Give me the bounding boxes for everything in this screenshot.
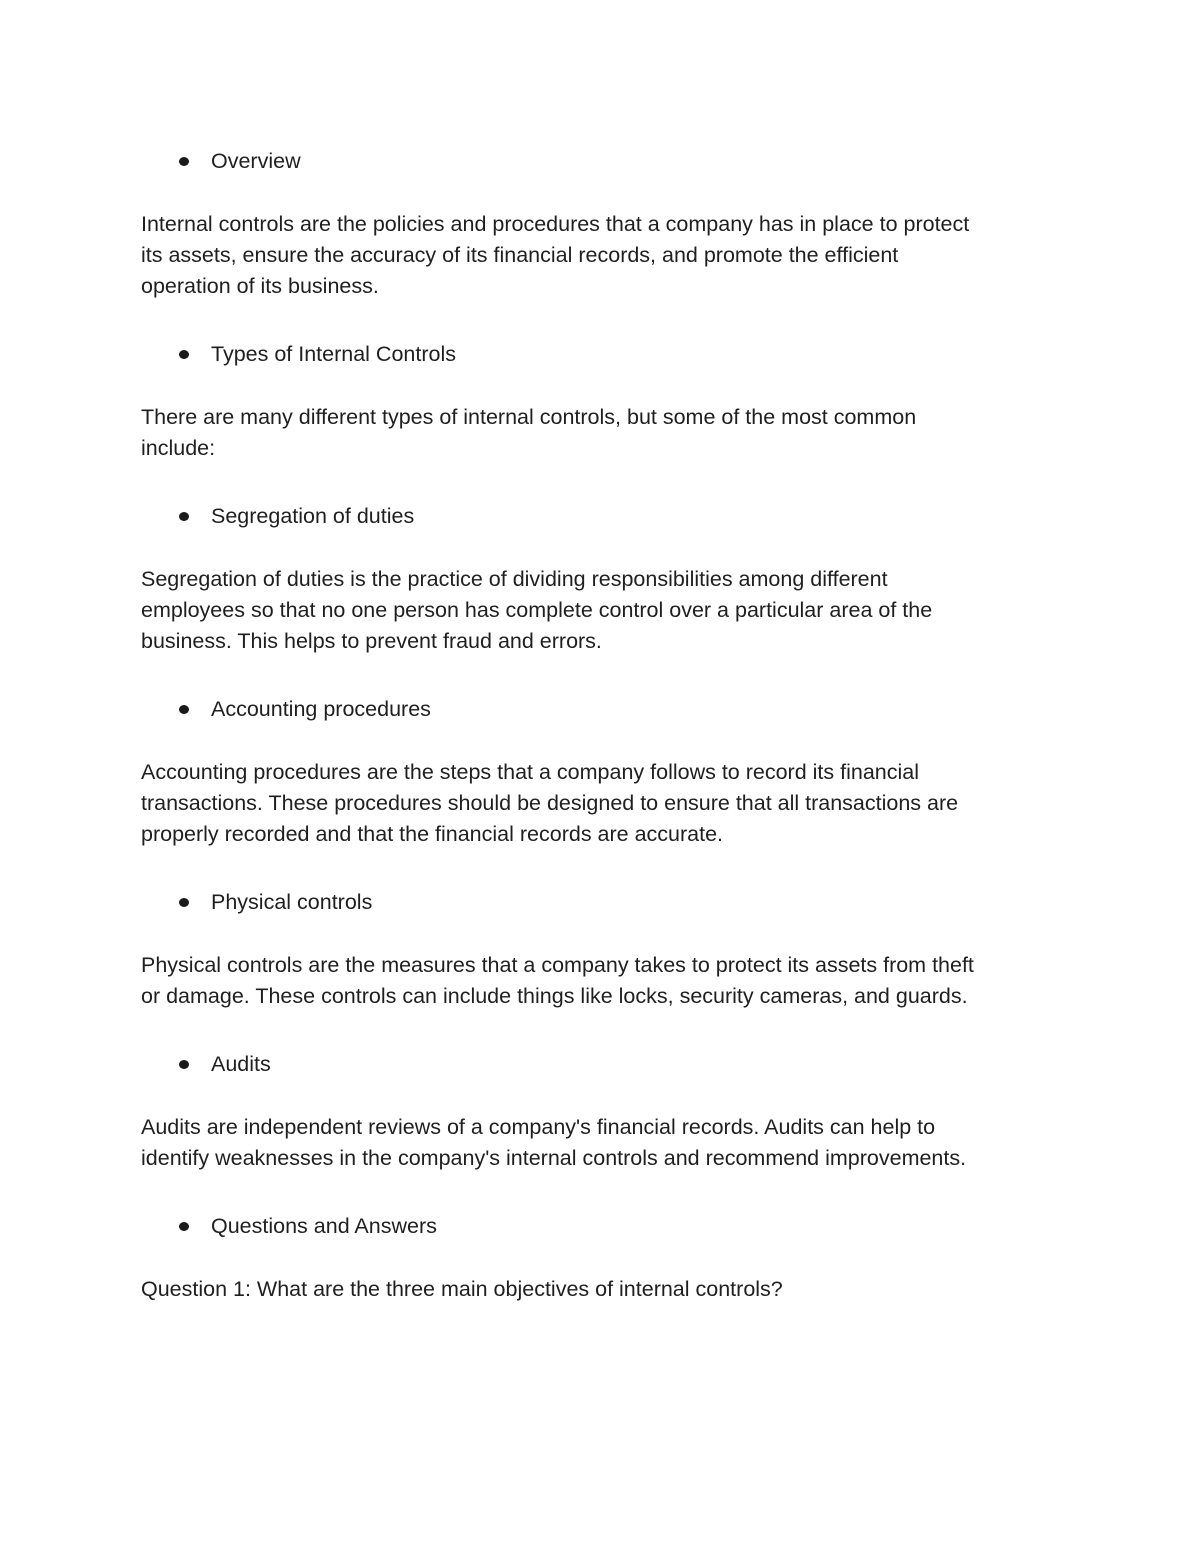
- paragraph-line: Accounting procedures are the steps that a company follows to record its financial: [141, 760, 919, 784]
- bullet-item-audits: [141, 1046, 1071, 1082]
- section-paragraph: [141, 564, 1071, 657]
- section-paragraph: [141, 950, 1071, 1012]
- section-heading: Accounting procedures: [211, 697, 431, 721]
- bullet-item-questions-and-answers: [141, 1208, 1071, 1244]
- section-paragraph: [141, 209, 1071, 302]
- bullet-dot-icon: [179, 898, 189, 907]
- paragraph-line: transactions. These procedures should be designed to ensure that all transactions are: [141, 791, 959, 815]
- section-heading: Physical controls: [211, 890, 373, 914]
- paragraph-line: its assets, ensure the accuracy of its financial records, and promote the efficient: [141, 243, 899, 267]
- paragraph-line: business. This helps to prevent fraud and errors.: [141, 629, 602, 653]
- bullet-dot-icon: [179, 157, 189, 166]
- paragraph-line: identify weaknesses in the company's internal controls and recommend improvements.: [141, 1146, 967, 1170]
- bullet-item-accounting-procedures: [141, 691, 1071, 727]
- bullet-item-physical-controls: [141, 884, 1071, 920]
- paragraph-line: Internal controls are the policies and procedures that a company has in place to protect: [141, 212, 970, 236]
- bullet-item-types-of-internal-controls: [141, 336, 1071, 372]
- section-paragraph: [141, 402, 1071, 464]
- paragraph-line: employees so that no one person has complete control over a particular area of the: [141, 598, 933, 622]
- paragraph-line: There are many different types of internal controls, but some of the most common: [141, 405, 917, 429]
- bullet-dot-icon: [179, 512, 189, 521]
- section-heading: Overview: [211, 149, 301, 173]
- bullet-item-overview: [141, 143, 1071, 179]
- paragraph-line: properly recorded and that the financial records are accurate.: [141, 822, 724, 846]
- section-paragraph: [141, 757, 1071, 850]
- section-heading: Questions and Answers: [211, 1214, 437, 1238]
- bullet-dot-icon: [179, 1060, 189, 1069]
- paragraph-line: or damage. These controls can include things like locks, security cameras, and guards.: [141, 984, 968, 1008]
- bullet-dot-icon: [179, 350, 189, 359]
- section-paragraph: [141, 1274, 1071, 1305]
- document-body: [141, 143, 1071, 1339]
- paragraph-line: Question 1: What are the three main objectives of internal controls?: [141, 1277, 783, 1301]
- section-heading: Audits: [211, 1052, 271, 1076]
- section-paragraph: [141, 1112, 1071, 1174]
- section-heading: Types of Internal Controls: [211, 342, 456, 366]
- paragraph-line: Segregation of duties is the practice of dividing responsibilities among different: [141, 567, 888, 591]
- paragraph-line: include:: [141, 436, 216, 460]
- bullet-dot-icon: [179, 705, 189, 714]
- section-heading: Segregation of duties: [211, 504, 415, 528]
- paragraph-line: Physical controls are the measures that a company takes to protect its assets from theft: [141, 953, 974, 977]
- bullet-dot-icon: [179, 1222, 189, 1231]
- paragraph-line: Audits are independent reviews of a company's financial records. Audits can help to: [141, 1115, 936, 1139]
- bullet-item-segregation-of-duties: [141, 498, 1071, 534]
- paragraph-line: operation of its business.: [141, 274, 379, 298]
